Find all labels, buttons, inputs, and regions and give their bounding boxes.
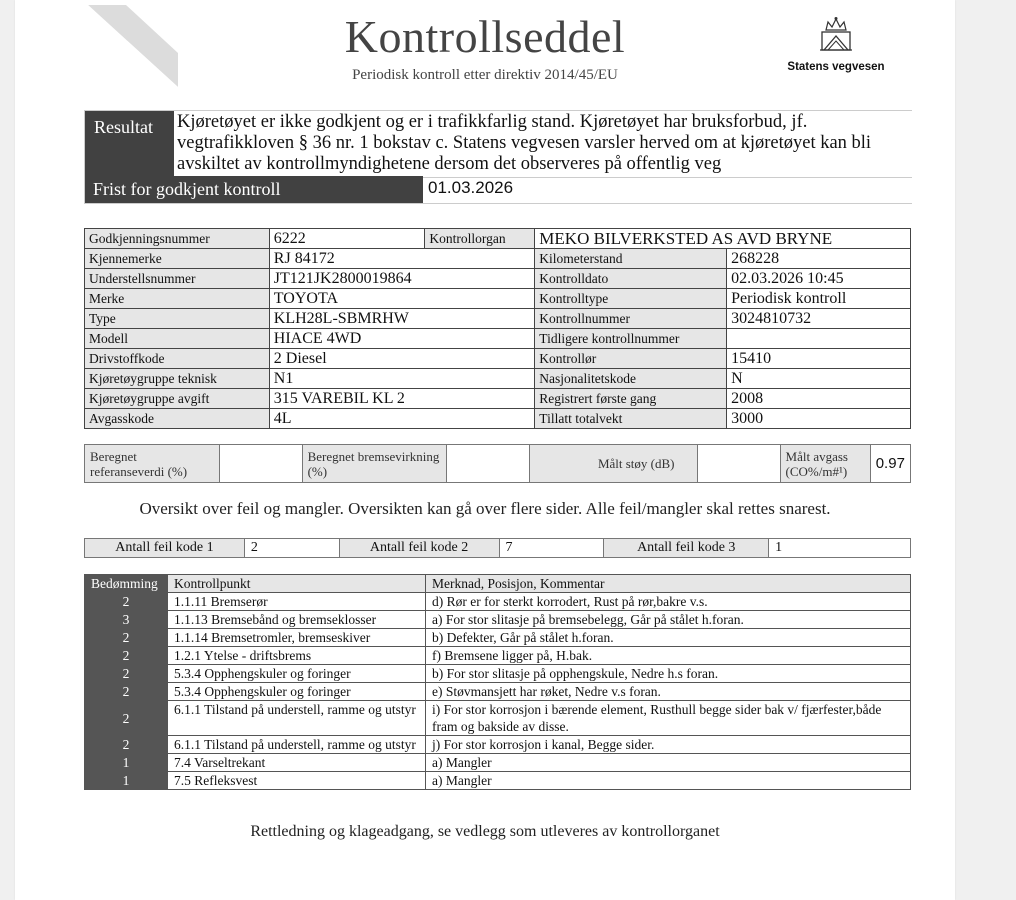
- point-cell: 1.1.11 Bremserør: [168, 593, 426, 611]
- table-row: [85, 629, 911, 647]
- point-header: Kontrollpunkt: [168, 575, 426, 593]
- table-row: [85, 289, 911, 309]
- info-value: RJ 84172: [269, 249, 535, 269]
- info-label: Kontrollnummer: [535, 309, 727, 329]
- table-row: [85, 701, 911, 736]
- remark-cell: b) For stor slitasje på opphengskule, Nedre h.s foran.: [426, 665, 911, 683]
- info-label: Nasjonalitetskode: [535, 369, 727, 389]
- grade-cell: 2: [85, 736, 168, 754]
- fault-counts-table: [84, 538, 911, 558]
- info-label: Avgasskode: [85, 409, 270, 429]
- info-value: 315 VAREBIL KL 2: [269, 389, 535, 409]
- info-label: Type: [85, 309, 270, 329]
- measurements-table: [84, 444, 911, 483]
- table-row: [85, 665, 911, 683]
- info-value: 2 Diesel: [269, 349, 535, 369]
- table-row: [85, 329, 911, 349]
- info-label: Registrert første gang: [535, 389, 727, 409]
- table-row: [85, 772, 911, 790]
- logo-name: Statens vegvesen: [787, 61, 885, 73]
- grade-cell: 2: [85, 593, 168, 611]
- grade-cell: 2: [85, 647, 168, 665]
- info-label: Modell: [85, 329, 270, 349]
- table-row: [85, 445, 911, 483]
- point-cell: 6.1.1 Tilstand på understell, ramme og utstyr: [168, 701, 426, 736]
- grade-cell: 1: [85, 772, 168, 790]
- point-cell: 1.1.13 Bremsebånd og bremseklosser: [168, 611, 426, 629]
- info-label: Kjennemerke: [85, 249, 270, 269]
- table-row: [85, 369, 911, 389]
- overview-text: Oversikt over feil og mangler. Oversikten kan gå over flere sider. Alle feil/mangler skal rettes snarest.: [139, 499, 831, 518]
- result-section: [84, 110, 912, 178]
- info-value: JT121JK2800019864: [269, 269, 535, 289]
- info-label: Kontrolldato: [535, 269, 727, 289]
- info-label: Tidligere kontrollnummer: [535, 329, 727, 349]
- info-value: Periodisk kontroll: [727, 289, 911, 309]
- info-value: TOYOTA: [269, 289, 535, 309]
- faults-table: [84, 574, 911, 790]
- info-label: Drivstoffkode: [85, 349, 270, 369]
- footer-text: Rettledning og klageadgang, se vedlegg som utleveres av kontrollorganet: [250, 823, 720, 840]
- deadline-label: Frist for godkjent kontroll: [85, 176, 423, 203]
- fault-count-value: 2: [244, 539, 339, 558]
- document-page: [15, 0, 955, 900]
- grade-cell: 2: [85, 701, 168, 736]
- measure-label: Beregnet referanseverdi (%): [85, 445, 220, 483]
- table-row: [85, 611, 911, 629]
- grade-cell: 2: [85, 683, 168, 701]
- table-row: [85, 736, 911, 754]
- grade-header: Bedømming: [85, 575, 168, 593]
- info-label: Kilometerstand: [535, 249, 727, 269]
- measure-value: [219, 445, 302, 483]
- table-header-row: [85, 575, 911, 593]
- remark-header: Merknad, Posisjon, Kommentar: [426, 575, 911, 593]
- fault-count-label: Antall feil kode 3: [604, 539, 769, 558]
- approval-number-label: Godkjenningsnummer: [85, 229, 270, 249]
- measure-label: Beregnet bremsevirkning (%): [302, 445, 447, 483]
- point-cell: 6.1.1 Tilstand på understell, ramme og utstyr: [168, 736, 426, 754]
- table-row: [85, 349, 911, 369]
- fault-count-label: Antall feil kode 2: [339, 539, 499, 558]
- remark-cell: e) Støvmansjett har røket, Nedre v.s foran.: [426, 683, 911, 701]
- table-row: [85, 754, 911, 772]
- remark-cell: i) For stor korrosjon i bærende element, Rusthull begge sider bak v/ fjærfester,både fram og bakside av disse.: [426, 701, 911, 736]
- measure-value: [697, 445, 780, 483]
- info-label: Kontrollør: [535, 349, 727, 369]
- remark-cell: d) Rør er for sterkt korrodert, Rust på rør,bakre v.s.: [426, 593, 911, 611]
- measure-value: [447, 445, 530, 483]
- table-row: [85, 409, 911, 429]
- remark-cell: b) Defekter, Går på stålet h.foran.: [426, 629, 911, 647]
- info-value: 3024810732: [727, 309, 911, 329]
- grade-cell: 1: [85, 754, 168, 772]
- result-label: Resultat: [85, 111, 174, 177]
- point-cell: 5.3.4 Opphengskuler og foringer: [168, 683, 426, 701]
- point-cell: 7.5 Refleksvest: [168, 772, 426, 790]
- fault-count-value: 7: [499, 539, 604, 558]
- table-row: [85, 249, 911, 269]
- info-label: Merke: [85, 289, 270, 309]
- info-value: N: [727, 369, 911, 389]
- info-value: 268228: [727, 249, 911, 269]
- remark-cell: j) For stor korrosjon i kanal, Begge sider.: [426, 736, 911, 754]
- deadline-value: 01.03.2026: [428, 178, 514, 197]
- info-value: 02.03.2026 10:45: [727, 269, 911, 289]
- table-row: [85, 593, 911, 611]
- statens-vegvesen-logo: [780, 16, 892, 73]
- point-cell: 7.4 Varseltrekant: [168, 754, 426, 772]
- remark-cell: a) Mangler: [426, 754, 911, 772]
- info-value: KLH28L-SBMRHW: [269, 309, 535, 329]
- info-label: Tillatt totalvekt: [535, 409, 727, 429]
- info-label: Kjøretøygruppe avgift: [85, 389, 270, 409]
- info-value: [727, 329, 911, 349]
- info-value: 3000: [727, 409, 911, 429]
- point-cell: 1.1.14 Bremsetromler, bremseskiver: [168, 629, 426, 647]
- document-subtitle: Periodisk kontroll etter direktiv 2014/45/EU: [352, 67, 618, 83]
- measure-value: 0.97: [870, 445, 910, 483]
- info-label: Kontrolltype: [535, 289, 727, 309]
- info-value: 2008: [727, 389, 911, 409]
- table-row: [85, 389, 911, 409]
- control-body-value: MEKO BILVERKSTED AS AVD BRYNE: [535, 229, 911, 249]
- table-row: [85, 229, 911, 249]
- remark-cell: a) For stor slitasje på bremsebelegg, Går på stålet h.foran.: [426, 611, 911, 629]
- info-label: Understellsnummer: [85, 269, 270, 289]
- table-row: [85, 309, 911, 329]
- measure-label: Målt støy (dB): [529, 445, 697, 483]
- table-row: [85, 269, 911, 289]
- control-body-label: Kontrollorgan: [425, 229, 535, 249]
- info-value: 15410: [727, 349, 911, 369]
- point-cell: 5.3.4 Opphengskuler og foringer: [168, 665, 426, 683]
- approval-number-value: 6222: [269, 229, 425, 249]
- grade-cell: 2: [85, 629, 168, 647]
- document-title: Kontrollseddel: [344, 11, 626, 62]
- table-row: [85, 683, 911, 701]
- remark-cell: f) Bremsene ligger på, H.bak.: [426, 647, 911, 665]
- measure-label: Målt avgass (CO%/m#¹): [780, 445, 870, 483]
- grade-cell: 2: [85, 665, 168, 683]
- result-text: Kjøretøyet er ikke godkjent og er i trafikkfarlig stand. Kjøretøyet har bruksforbud, jf. vegtrafikkloven § 36 nr. 1 bokstav c. Statens vegvesen varsler herved om at kjøretøyet kan bli avskiltet av kontrollmyndighetene dersom det observeres på offentlig veg: [177, 112, 872, 174]
- info-label: Kjøretøygruppe teknisk: [85, 369, 270, 389]
- info-value: HIACE 4WD: [269, 329, 535, 349]
- info-value: N1: [269, 369, 535, 389]
- grade-cell: 3: [85, 611, 168, 629]
- point-cell: 1.2.1 Ytelse - driftsbrems: [168, 647, 426, 665]
- fault-count-value: 1: [769, 539, 911, 558]
- table-row: [85, 539, 911, 558]
- crown-shield-icon: [816, 16, 856, 54]
- table-row: [85, 647, 911, 665]
- vehicle-info-table: [84, 228, 911, 429]
- info-value: 4L: [269, 409, 535, 429]
- remark-cell: a) Mangler: [426, 772, 911, 790]
- deadline-section: [84, 176, 912, 204]
- fault-count-label: Antall feil kode 1: [85, 539, 245, 558]
